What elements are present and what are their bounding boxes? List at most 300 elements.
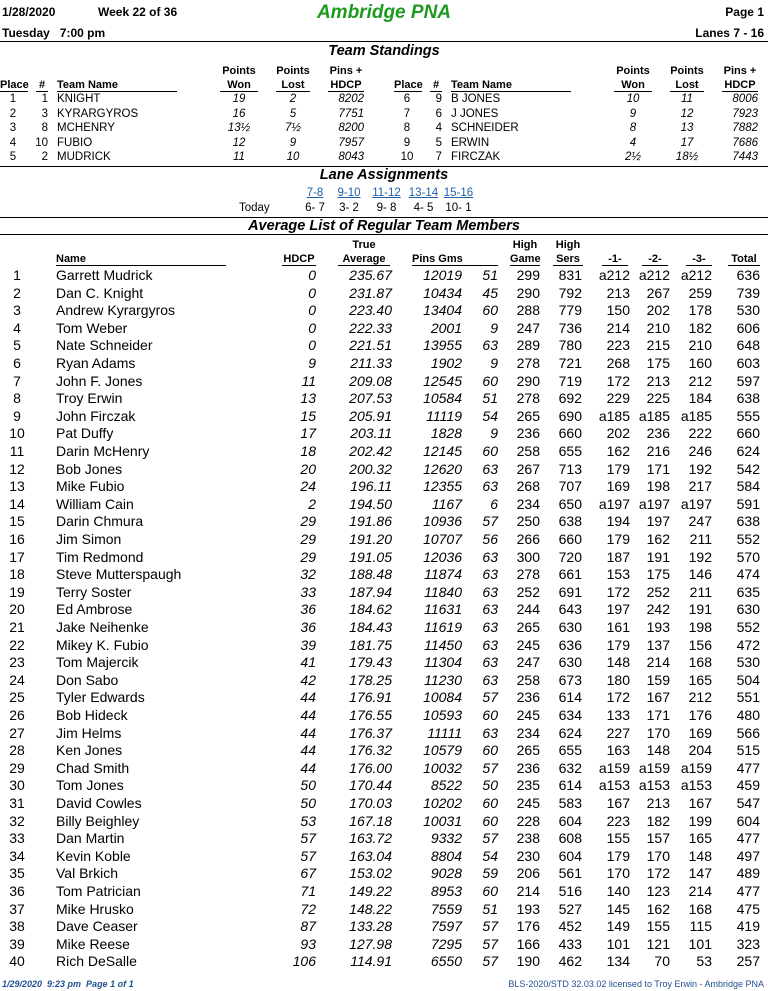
member-game-1: 162 — [606, 443, 630, 459]
lanes-label: Lanes 7 - 16 — [695, 26, 764, 40]
member-name: Nate Schneider — [56, 337, 153, 354]
standings-team-number: 1 — [41, 93, 48, 105]
member-rank: 40 — [9, 953, 25, 970]
standings-pins-hdcp: 8202 — [338, 93, 364, 105]
member-games: 6 — [490, 495, 498, 512]
member-hdcp: 50 — [300, 777, 316, 794]
member-game-2: 210 — [646, 319, 670, 336]
member-name: Jim Helms — [56, 724, 122, 741]
week-label: Week 22 of 36 — [98, 5, 178, 19]
member-total: 477 — [736, 883, 760, 899]
member-average: 176.00 — [349, 759, 392, 776]
member-average: 114.91 — [350, 953, 392, 970]
member-game-1: 172 — [606, 372, 630, 389]
header-pins-top: Pins + — [329, 65, 363, 77]
member-hdcp: 0 — [308, 267, 316, 283]
member-game-1: 149 — [606, 918, 630, 935]
member-high-game: 265 — [516, 619, 540, 635]
member-high-game: 236 — [516, 759, 540, 776]
member-game-2: 215 — [646, 337, 670, 354]
member-hdcp: 71 — [300, 883, 316, 899]
lane-pair-link[interactable]: 13-14 — [408, 187, 439, 199]
header-high-game: Game — [510, 253, 541, 265]
member-game-2: 70 — [654, 953, 670, 970]
member-game-2: 198 — [646, 478, 670, 495]
member-high-game: 247 — [516, 319, 540, 336]
member-high-game: 250 — [516, 513, 540, 530]
member-name: Tom Majercik — [56, 654, 139, 671]
member-hdcp: 17 — [300, 425, 316, 442]
member-games: 63 — [482, 724, 498, 741]
member-high-series: 604 — [558, 847, 582, 864]
member-average: 203.11 — [350, 425, 392, 442]
member-average: 153.02 — [349, 865, 392, 882]
member-game-3: 222 — [688, 425, 712, 442]
standings-place: 4 — [9, 136, 17, 149]
member-pins: 1902 — [430, 355, 462, 371]
member-total: 472 — [736, 636, 760, 653]
lane-pair-link[interactable]: 9-10 — [337, 187, 361, 199]
member-rank: 9 — [13, 407, 21, 424]
member-name: Troy Erwin — [56, 390, 123, 407]
standings-pins-hdcp: 7443 — [732, 151, 758, 163]
member-game-3: 160 — [688, 355, 712, 371]
member-game-2: 175 — [646, 355, 670, 371]
member-pins: 10593 — [423, 707, 462, 723]
member-average: 163.04 — [349, 847, 392, 864]
member-total: 552 — [736, 531, 760, 547]
header-place: Place — [0, 79, 29, 91]
member-pins: 11874 — [424, 566, 462, 583]
member-name: Chad Smith — [56, 759, 130, 776]
member-high-series: 655 — [558, 742, 582, 759]
member-pins: 11631 — [424, 601, 462, 618]
member-game-3: 212 — [688, 372, 712, 389]
standings-team-number: 4 — [435, 122, 442, 134]
header-hdcp: HDCP — [283, 253, 315, 265]
lane-matchup: 9- 8 — [376, 202, 397, 214]
member-high-series: 792 — [558, 284, 582, 301]
member-games: 56 — [482, 531, 498, 547]
member-hdcp: 29 — [300, 548, 316, 565]
standings-team-number: 5 — [435, 136, 442, 149]
header-pins: HDCP — [722, 79, 758, 92]
member-rank: 29 — [9, 759, 25, 776]
header-team-name: Team Name — [57, 79, 177, 92]
member-game-2: 121 — [646, 935, 670, 952]
member-game-1: 179 — [606, 531, 630, 547]
member-name: Ryan Adams — [56, 355, 136, 371]
member-high-game: 245 — [516, 795, 540, 811]
member-pins: 10707 — [423, 531, 462, 547]
member-game-2: 167 — [646, 689, 670, 706]
standings-place: 2 — [9, 107, 17, 120]
member-rank: 6 — [13, 355, 21, 371]
member-pins: 10084 — [423, 689, 462, 706]
member-name: Mikey K. Fubio — [56, 636, 149, 653]
member-games: 9 — [490, 355, 498, 371]
header-team-number: # — [430, 79, 442, 92]
member-total: 566 — [736, 724, 760, 741]
member-name: Darin McHenry — [56, 443, 150, 459]
average-list-title: Average List of Regular Team Members — [248, 218, 520, 234]
member-name: Bob Jones — [56, 460, 123, 477]
average-list-divider — [0, 234, 768, 235]
member-game-2: 171 — [646, 460, 670, 477]
member-total: 660 — [736, 425, 760, 442]
member-high-series: 780 — [558, 337, 582, 354]
member-hdcp: 32 — [300, 566, 316, 583]
member-game-3: 217 — [688, 478, 712, 495]
member-game-3: 156 — [688, 636, 712, 653]
member-average: 176.37 — [349, 724, 392, 741]
member-game-3: 101 — [688, 935, 712, 952]
member-game-2: 148 — [646, 742, 670, 759]
member-high-series: 721 — [558, 355, 582, 371]
standings-team-name: KNIGHT — [57, 93, 101, 105]
header-won: Won — [614, 79, 652, 92]
member-high-series: 643 — [558, 601, 582, 618]
member-games: 57 — [482, 689, 498, 706]
member-games: 57 — [482, 918, 498, 935]
standings-pins-hdcp: 7957 — [338, 136, 364, 149]
member-pins: 11619 — [424, 619, 462, 635]
member-games: 51 — [482, 900, 498, 917]
member-name: Terry Soster — [56, 583, 132, 600]
member-rank: 16 — [9, 531, 25, 547]
member-high-series: 608 — [558, 830, 582, 847]
member-average: 170.44 — [349, 777, 392, 794]
member-rank: 4 — [13, 319, 21, 336]
member-games: 45 — [482, 284, 498, 301]
member-high-series: 720 — [558, 548, 582, 565]
standings-team-number: 3 — [41, 107, 48, 120]
member-high-game: 258 — [516, 443, 540, 459]
member-total: 530 — [736, 302, 760, 319]
member-average: 148.22 — [349, 900, 392, 917]
member-hdcp: 29 — [300, 531, 316, 547]
member-game-2: 157 — [646, 830, 670, 847]
member-game-2: 213 — [646, 795, 670, 811]
footer-printed: 1/29/2020 9:23 pm Page 1 of 1 — [2, 979, 134, 989]
member-pins: 12036 — [423, 548, 462, 565]
member-name: Tyler Edwards — [56, 689, 145, 706]
standings-points-lost: 10 — [286, 151, 300, 163]
member-name: Pat Duffy — [56, 425, 114, 442]
member-rank: 34 — [9, 847, 25, 864]
member-games: 57 — [482, 759, 498, 776]
member-name: John F. Jones — [56, 372, 143, 389]
member-pins: 8953 — [430, 883, 462, 899]
member-high-series: 831 — [558, 267, 582, 283]
member-rank: 28 — [9, 742, 25, 759]
member-high-game: 245 — [516, 636, 540, 653]
member-hdcp: 2 — [308, 495, 316, 512]
member-game-3: 192 — [688, 460, 712, 477]
member-average: 149.22 — [349, 883, 392, 899]
member-rank: 19 — [9, 583, 25, 600]
member-average: 211.33 — [350, 355, 392, 371]
member-game-2: 267 — [646, 284, 670, 301]
member-pins: 12620 — [423, 460, 462, 477]
member-average: 170.03 — [349, 795, 392, 811]
member-total: 635 — [736, 583, 760, 600]
standings-points-lost: 13 — [680, 122, 694, 134]
header-lost: Lost — [276, 79, 310, 92]
footer-license: BLS-2020/STD 32.03.02 licensed to Troy Erwin - Ambridge PNA — [508, 979, 764, 989]
member-games: 63 — [482, 654, 498, 671]
member-rank: 23 — [9, 654, 25, 671]
member-high-series: 634 — [558, 707, 582, 723]
member-high-game: 265 — [516, 742, 540, 759]
member-game-1: 153 — [606, 566, 630, 583]
lane-pair-link[interactable]: 15-16 — [443, 187, 474, 199]
lane-pair-link[interactable]: 11-12 — [372, 187, 401, 199]
member-game-3: 169 — [688, 724, 712, 741]
member-rank: 12 — [9, 460, 25, 477]
member-game-1: 223 — [606, 337, 630, 354]
member-average: 176.55 — [349, 707, 392, 723]
member-high-game: 278 — [516, 390, 540, 407]
member-high-series: 661 — [558, 566, 582, 583]
member-pins: 11230 — [424, 671, 462, 688]
member-total: 624 — [736, 443, 760, 459]
member-total: 530 — [736, 654, 760, 671]
standings-team-name: MUDRICK — [57, 151, 111, 163]
member-game-1: 179 — [606, 636, 630, 653]
member-hdcp: 87 — [300, 918, 316, 935]
member-hdcp: 0 — [308, 284, 316, 301]
header-total: Total — [728, 253, 760, 266]
member-name: Mike Hrusko — [56, 900, 134, 917]
member-game-1: 180 — [606, 671, 630, 688]
member-hdcp: 33 — [300, 583, 316, 600]
standings-team-name: SCHNEIDER — [451, 122, 519, 134]
member-games: 51 — [482, 390, 498, 407]
member-games: 57 — [482, 935, 498, 952]
member-pins: 9028 — [430, 865, 462, 882]
member-name: Billy Beighley — [56, 812, 140, 829]
member-game-3: 214 — [688, 883, 712, 899]
member-games: 59 — [482, 865, 498, 882]
member-high-game: 288 — [516, 302, 540, 319]
member-games: 57 — [482, 513, 498, 530]
member-rank: 5 — [13, 337, 21, 354]
header-game-1: -1- — [602, 253, 628, 266]
member-high-game: 289 — [516, 337, 540, 354]
member-rank: 37 — [9, 900, 25, 917]
member-game-1: 197 — [606, 601, 630, 618]
member-game-3: 198 — [688, 619, 712, 635]
member-rank: 35 — [9, 865, 25, 882]
today-label: Today — [239, 202, 270, 214]
member-hdcp: 0 — [308, 337, 316, 354]
member-game-3: 178 — [688, 302, 712, 319]
member-high-game: 267 — [516, 460, 540, 477]
standings-team-name: KYRARGYROS — [57, 107, 139, 120]
member-rank: 18 — [9, 566, 25, 583]
member-rank: 27 — [9, 724, 25, 741]
member-high-game: 228 — [516, 812, 540, 829]
member-game-1: 169 — [606, 478, 630, 495]
lane-pair-link[interactable]: 7-8 — [306, 187, 324, 199]
member-total: 638 — [736, 513, 760, 530]
standings-team-number: 6 — [435, 107, 442, 120]
member-game-1: a159 — [598, 759, 630, 776]
member-high-game: 247 — [516, 654, 540, 671]
member-game-3: 211 — [689, 583, 712, 600]
member-high-series: 614 — [558, 689, 582, 706]
standings-points-won: 2½ — [625, 151, 641, 163]
member-game-1: 172 — [606, 689, 630, 706]
member-pins: 9332 — [430, 830, 462, 847]
member-game-2: 137 — [646, 636, 670, 653]
lane-matchup: 10- 1 — [445, 202, 472, 214]
header-team-number: # — [36, 79, 48, 92]
member-average: 205.91 — [349, 407, 392, 424]
standings-place: 3 — [9, 122, 17, 134]
member-name: Ed Ambrose — [56, 601, 133, 618]
member-game-1: 150 — [606, 302, 630, 319]
header-high-game-top: High — [512, 239, 538, 251]
member-high-series: 673 — [558, 671, 582, 688]
member-hdcp: 41 — [300, 654, 316, 671]
member-pins: 12355 — [423, 478, 462, 495]
member-game-3: 168 — [688, 654, 712, 671]
member-hdcp: 44 — [300, 759, 316, 776]
member-high-series: 638 — [558, 513, 582, 530]
member-game-1: 229 — [606, 390, 630, 407]
member-total: 542 — [736, 460, 760, 477]
lane-matchup: 4- 5 — [413, 202, 434, 214]
member-games: 60 — [482, 742, 498, 759]
member-pins: 1167 — [431, 495, 462, 512]
member-pins: 12545 — [423, 372, 462, 389]
member-name: Jake Neihenke — [56, 619, 149, 635]
member-rank: 25 — [9, 689, 25, 706]
member-average: 200.32 — [349, 460, 392, 477]
member-total: 323 — [736, 935, 760, 952]
member-game-1: 170 — [606, 865, 630, 882]
member-high-game: 290 — [516, 284, 540, 301]
member-pins: 6550 — [430, 953, 462, 970]
member-rank: 30 — [9, 777, 25, 794]
member-high-series: 655 — [558, 443, 582, 459]
standings-team-name: FUBIO — [57, 136, 93, 149]
member-hdcp: 44 — [300, 689, 316, 706]
member-games: 63 — [482, 337, 498, 354]
member-game-1: a212 — [598, 267, 630, 283]
member-high-game: 266 — [516, 531, 540, 547]
member-name: Darin Chmura — [56, 513, 144, 530]
member-pins: 13404 — [423, 302, 462, 319]
member-average: 181.75 — [349, 636, 392, 653]
standings-points-lost: 12 — [680, 107, 694, 120]
member-games: 63 — [482, 548, 498, 565]
member-game-2: a212 — [638, 267, 670, 283]
member-pins: 10031 — [423, 812, 462, 829]
member-games: 63 — [482, 671, 498, 688]
member-total: 257 — [736, 953, 760, 970]
member-game-3: a185 — [680, 407, 712, 424]
member-game-3: 212 — [688, 689, 712, 706]
member-rank: 21 — [9, 619, 25, 635]
lane-matchup: 6- 7 — [305, 202, 325, 214]
member-game-3: 259 — [688, 284, 712, 301]
member-rank: 3 — [13, 302, 21, 319]
member-game-2: 225 — [646, 390, 670, 407]
member-hdcp: 15 — [300, 407, 316, 424]
member-name: Bob Hideck — [56, 707, 128, 723]
header-lost-top: Points — [670, 65, 704, 77]
standings-pins-hdcp: 8006 — [732, 93, 758, 105]
member-games: 63 — [482, 460, 498, 477]
member-hdcp: 50 — [300, 795, 316, 811]
member-average: 223.40 — [349, 302, 392, 319]
member-game-3: 167 — [688, 795, 712, 811]
member-rank: 11 — [9, 443, 25, 459]
member-game-3: 148 — [688, 847, 712, 864]
member-games: 63 — [482, 583, 498, 600]
member-pins: 10434 — [423, 284, 462, 301]
member-games: 51 — [482, 267, 498, 283]
member-total: 504 — [736, 671, 760, 688]
member-high-game: 190 — [516, 953, 540, 970]
member-total: 591 — [736, 495, 760, 512]
member-game-1: 268 — [606, 355, 630, 371]
member-total: 555 — [736, 407, 760, 424]
member-rank: 22 — [9, 636, 25, 653]
member-high-game: 278 — [516, 355, 540, 371]
member-game-2: 171 — [646, 707, 670, 723]
standings-points-lost: 18½ — [675, 151, 699, 163]
header-game-3: -3- — [686, 253, 712, 266]
header-place: Place — [394, 79, 423, 91]
member-name: Dave Ceaser — [56, 918, 138, 935]
member-high-series: 624 — [558, 724, 582, 741]
member-hdcp: 36 — [300, 619, 316, 635]
member-average: 188.48 — [349, 566, 392, 583]
member-high-series: 516 — [558, 883, 582, 899]
member-game-1: 227 — [606, 724, 630, 741]
member-rank: 1 — [13, 267, 21, 283]
member-game-2: 197 — [646, 513, 670, 530]
member-name: Dan Martin — [56, 830, 125, 847]
header-won-top: Points — [616, 65, 650, 77]
member-game-1: 214 — [606, 319, 630, 336]
member-high-game: 236 — [516, 689, 540, 706]
member-average: 178.25 — [349, 671, 392, 688]
member-total: 489 — [736, 865, 760, 882]
standings-place: 7 — [403, 107, 411, 120]
standings-points-lost: 17 — [680, 136, 694, 149]
standings-points-won: 4 — [629, 136, 637, 149]
member-hdcp: 44 — [300, 707, 316, 723]
member-name: Tom Weber — [56, 319, 128, 336]
standings-points-won: 11 — [233, 151, 245, 163]
member-hdcp: 44 — [300, 742, 316, 759]
member-high-series: 713 — [558, 460, 582, 477]
member-name: Jim Simon — [56, 531, 122, 547]
member-hdcp: 57 — [300, 830, 316, 847]
member-games: 60 — [482, 302, 498, 319]
member-name: Val Brkich — [56, 865, 118, 882]
standings-team-name: ERWIN — [451, 136, 490, 149]
standings-team-number: 7 — [435, 151, 442, 163]
member-game-3: a159 — [680, 759, 712, 776]
member-hdcp: 42 — [300, 671, 316, 688]
standings-points-won: 8 — [629, 122, 637, 134]
